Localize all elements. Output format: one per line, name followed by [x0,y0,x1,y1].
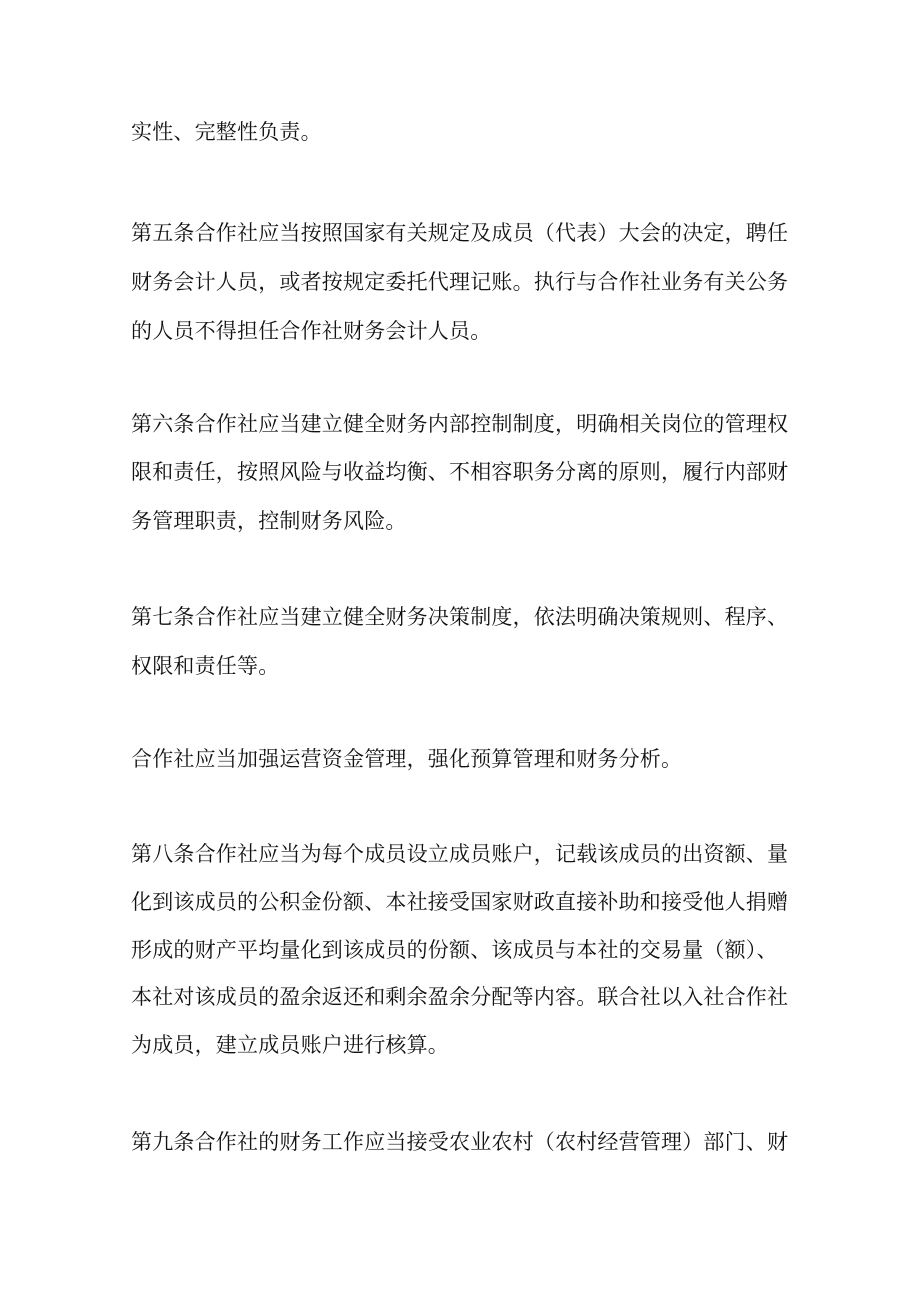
text-line: 实性、完整性负责。 [131,120,322,144]
text-line: 第六条合作社应当建立健全财务内部控制制度，明确相关岗位的管理权 [131,412,789,436]
text-line: 第九条合作社的财务工作应当接受农业农村（农村经营管理）部门、财 [131,1130,789,1154]
text-line: 化到该成员的公积金份额、本社接受国家财政直接补助和接受他人捐赠 [131,890,789,914]
text-line: 本社对该成员的盈余返还和剩余盈余分配等内容。联合社以入社合作社 [131,985,789,1009]
text-line: 财务会计人员，或者按规定委托代理记账。执行与合作社业务有关公务 [131,270,789,294]
text-line: 合作社应当加强运营资金管理，强化预算管理和财务分析。 [131,747,683,771]
text-line: 第八条合作社应当为每个成员设立成员账户，记载该成员的出资额、量 [131,842,789,866]
text-line: 务管理职责，控制财务风险。 [131,509,407,533]
text-line: 第五条合作社应当按照国家有关规定及成员（代表）大会的决定，聘任 [131,221,789,245]
text-line: 形成的财产平均量化到该成员的份额、该成员与本社的交易量（额）、 [131,938,778,962]
text-line: 为成员，建立成员账户进行核算。 [131,1033,449,1057]
text-line: 权限和责任等。 [131,654,280,678]
text-line: 的人员不得担任合作社财务会计人员。 [131,319,492,343]
text-line: 限和责任，按照风险与收益均衡、不相容职务分离的原则，履行内部财 [131,460,789,484]
text-line: 第七条合作社应当建立健全财务决策制度，依法明确决策规则、程序、 [131,605,789,629]
